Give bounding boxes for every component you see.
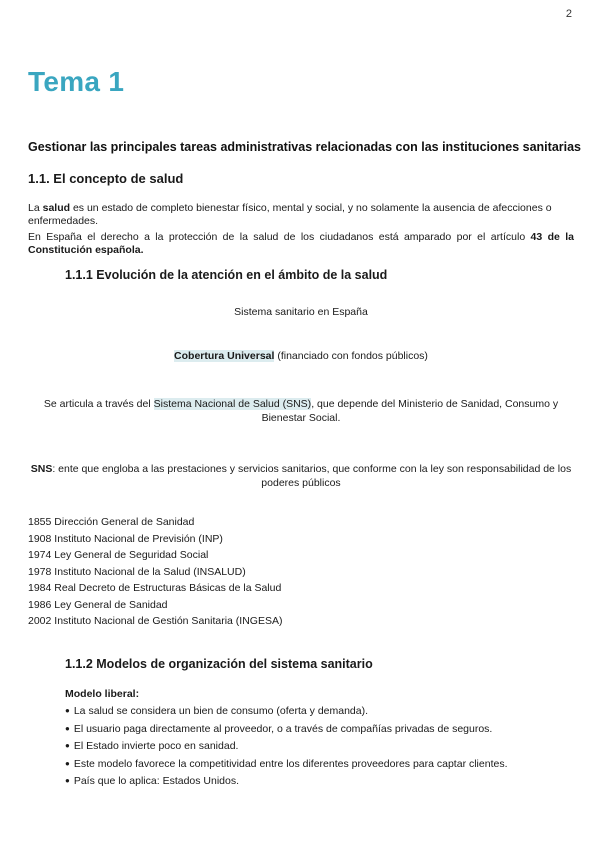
cobertura-rest: (financiado con fondos públicos) (274, 350, 428, 362)
constitucion-paragraph (28, 231, 574, 257)
bullet-item: ● País que lo aplica: Estados Unidos. (65, 773, 508, 791)
bullet-item: ● Este modelo favorece la competitividad entre los diferentes proveedores para captar clientes. (65, 756, 508, 774)
sns-bold: SNS (30, 463, 53, 475)
document-subtitle: Gestionar las principales tareas administrativas relacionadas con las instituciones sanitarias (28, 140, 582, 154)
cobertura-line (28, 349, 574, 363)
bullet-item: ● El Estado invierte poco en sanidad. (65, 738, 508, 756)
cobertura-highlight: Cobertura Universal (174, 350, 275, 362)
timeline-item: 1974 Ley General de Seguridad Social (28, 549, 209, 561)
bullet-item: ● El usuario paga directamente al proveedor, o a través de compañías privadas de seguros. (65, 721, 508, 739)
modelo-liberal-label: Modelo liberal: (65, 688, 140, 700)
page-title: Tema 1 (28, 66, 125, 97)
articula-paragraph (28, 397, 574, 425)
section-heading-1-1: 1.1. El concepto de salud (28, 171, 184, 186)
para1-bold-salud: salud (42, 202, 71, 214)
timeline-item: 1984 Real Decreto de Estructuras Básicas de la Salud (28, 582, 282, 594)
timeline-item: 1978 Instituto Nacional de la Salud (INSALUD) (28, 565, 246, 578)
para1-post: es un estado de completo bienestar físico, mental y social, y no solamente la ausencia de afecciones o enfermedades. (28, 202, 552, 227)
timeline-item: 1855 Dirección General de Sanidad (28, 516, 195, 528)
para1-pre: La (28, 202, 43, 214)
articula-pre: Se articula a través del (43, 398, 154, 410)
section-heading-1-1-1: 1.1.1 Evolución de la atención en el ámbito de la salud (65, 268, 388, 282)
page-number: 2 (565, 8, 572, 20)
bullet-item: ● La salud se considera un bien de consumo (oferta y demanda). (65, 703, 508, 721)
sistema-sanitario-title: Sistema sanitario en España (234, 306, 368, 318)
salud-definition-paragraph (28, 202, 574, 228)
modelo-liberal-bullets (65, 703, 508, 791)
sns-highlight: Sistema Nacional de Salud (SNS) (153, 398, 312, 410)
timeline-item: 1908 Instituto Nacional de Previsión (INP) (28, 532, 223, 545)
timeline-item: 2002 Instituto Nacional de Gestión Sanitaria (INGESA) (28, 615, 283, 627)
timeline-item: 1986 Ley General de Sanidad (28, 598, 168, 611)
para2-pre: En España el derecho a la protección de la salud de los ciudadanos está amparado por el artículo (28, 231, 531, 243)
sns-rest: : ente que engloba a las prestaciones y servicios sanitarios, que conforme con la ley son responsabilidad de los poderes públicos (52, 463, 572, 489)
articula-post: , que depende del Ministerio de Sanidad, Consumo y Bienestar Social. (261, 398, 559, 424)
sns-definition-paragraph (28, 462, 574, 490)
section-heading-1-1-2: 1.1.2 Modelos de organización del sistema sanitario (65, 657, 373, 671)
timeline-list (28, 514, 282, 630)
para2-bold-article: 43 de la Constitución española. (28, 231, 574, 256)
